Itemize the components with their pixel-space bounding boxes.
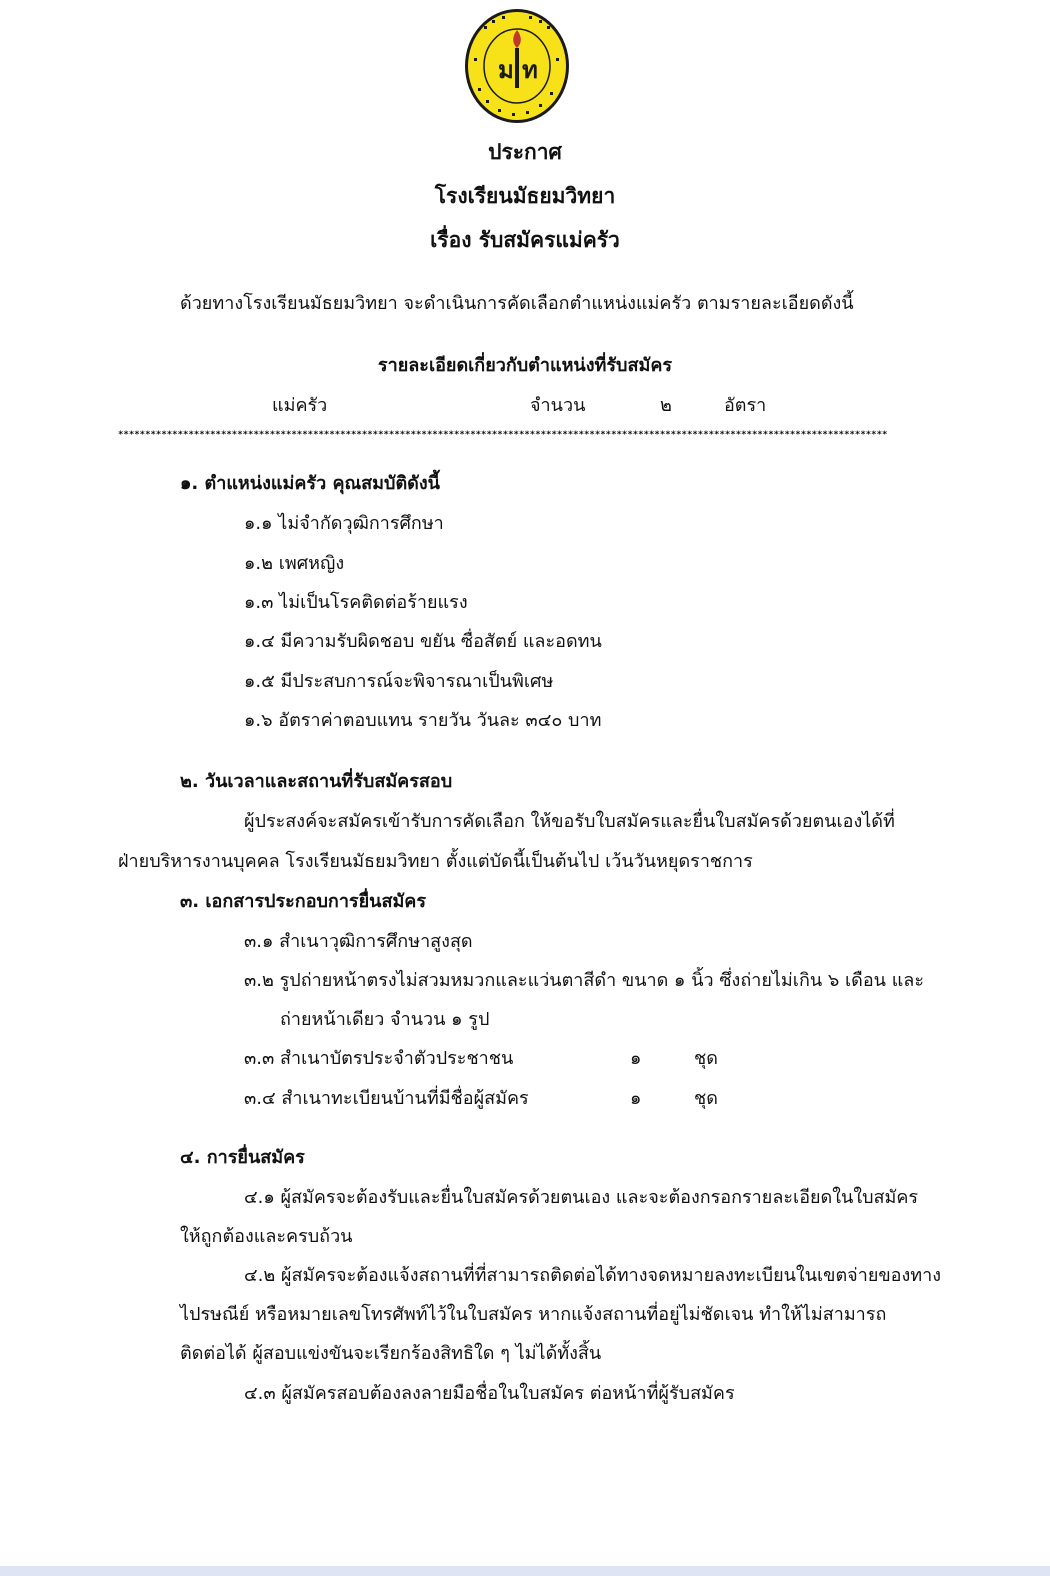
section2-heading: ๒. วันเวลาและสถานที่รับสมัครสอบ (180, 771, 453, 792)
section4-paragraph-line: ๔.๓ ผู้สมัครสอบต้องลงลายมือชื่อในใบสมัคร ต่อหน้าที่ผู้รับสมัคร (244, 1383, 735, 1404)
section4-heading: ๔. การยื่นสมัคร (180, 1147, 305, 1168)
section4-paragraph-line: ๔.๑ ผู้สมัครจะต้องรับและยื่นใบสมัครด้วยตนเอง และจะต้องกรอกรายละเอียดในใบสมัคร (244, 1187, 919, 1208)
section3-item: ๓.๔ สำเนาทะเบียนบ้านที่มีชื่อผู้สมัคร (244, 1088, 529, 1109)
position-name: แม่ครัว (272, 395, 328, 416)
school-name-heading: โรงเรียนมัธยมวิทยา (434, 184, 616, 208)
section1-item: ๑.๕ มีประสบการณ์จะพิจารณาเป็นพิเศษ (244, 671, 554, 692)
school-seal-logo (464, 8, 570, 124)
section4-paragraph-line: ๔.๒ ผู้สมัครจะต้องแจ้งสถานที่ที่สามารถติดต่อได้ทางจดหมายลงทะเบียนในเขตจ่ายของทาง (244, 1265, 942, 1286)
section3-item-qty: ๑ (630, 1048, 642, 1069)
section4-paragraph-line: ติดต่อได้ ผู้สอบแข่งขันจะเรียกร้องสิทธิใด ๆ ไม่ได้ทั้งสิ้น (180, 1343, 602, 1364)
section3-item-unit: ชุด (694, 1048, 718, 1069)
announcement-heading: ประกาศ (488, 140, 562, 164)
position-unit: อัตรา (724, 395, 767, 416)
section2-line: ฝ่ายบริหารงานบุคคล โรงเรียนมัธยมวิทยา ตั้งแต่บัดนี้เป็นต้นไป เว้นวันหยุดราชการ (118, 851, 753, 872)
section3-item-unit: ชุด (694, 1088, 718, 1109)
section4-paragraph-line: ให้ถูกต้องและครบถ้วน (180, 1226, 353, 1247)
section4-paragraph-line: ไปรษณีย์ หรือหมายเลขโทรศัพท์ไว้ในใบสมัคร หากแจ้งสถานที่อยู่ไม่ชัดเจน ทำให้ไม่สามารถ (180, 1304, 887, 1325)
section1-item: ๑.๖ อัตราค่าตอบแทน รายวัน วันละ ๓๔๐ บาท (244, 710, 602, 731)
page-bottom-edge (0, 1566, 1050, 1576)
section1-item: ๑.๓ ไม่เป็นโรคติดต่อร้ายแรง (244, 592, 468, 613)
svg-text:ม: ม (498, 55, 514, 84)
subject-heading: เรื่อง รับสมัครแม่ครัว (430, 228, 620, 252)
section2-line: ผู้ประสงค์จะสมัครเข้ารับการคัดเลือก ให้ขอรับใบสมัครและยื่นใบสมัครด้วยตนเองได้ที่ (244, 811, 895, 832)
section1-item: ๑.๔ มีความรับผิดชอบ ขยัน ซื่อสัตย์ และอดทน (244, 631, 602, 652)
details-title: รายละเอียดเกี่ยวกับตำแหน่งที่รับสมัคร (377, 355, 673, 376)
section3-item: ๓.๑ สำเนาวุฒิการศึกษาสูงสุด (244, 931, 473, 952)
section1-heading: ๑. ตำแหน่งแม่ครัว คุณสมบัติดังนี้ (180, 473, 440, 494)
svg-text:ท: ท (522, 55, 538, 84)
section1-item: ๑.๒ เพศหญิง (244, 553, 345, 574)
position-count: ๒ (660, 395, 672, 416)
section3-item: ๓.๒ รูปถ่ายหน้าตรงไม่สวมหมวกและแว่นตาสีดำ ขนาด ๑ นิ้ว ซึ่งถ่ายไม่เกิน ๖ เดือน และ (244, 970, 925, 991)
intro-paragraph: ด้วยทางโรงเรียนมัธยมวิทยา จะดำเนินการคัดเลือกตำแหน่งแม่ครัว ตามรายละเอียดดังนี้ (180, 293, 854, 314)
position-count-label: จำนวน (530, 395, 586, 416)
section3-item: ๓.๓ สำเนาบัตรประจำตัวประชาชน (244, 1048, 514, 1069)
section1-item: ๑.๑ ไม่จำกัดวุฒิการศึกษา (244, 513, 444, 534)
section3-item-qty: ๑ (630, 1088, 642, 1109)
section3-heading: ๓. เอกสารประกอบการยื่นสมัคร (180, 891, 427, 912)
section3-item-continued: ถ่ายหน้าเดียว จำนวน ๑ รูป (280, 1009, 490, 1030)
star-separator: ********************************************************************************************************************************************** (118, 430, 888, 440)
